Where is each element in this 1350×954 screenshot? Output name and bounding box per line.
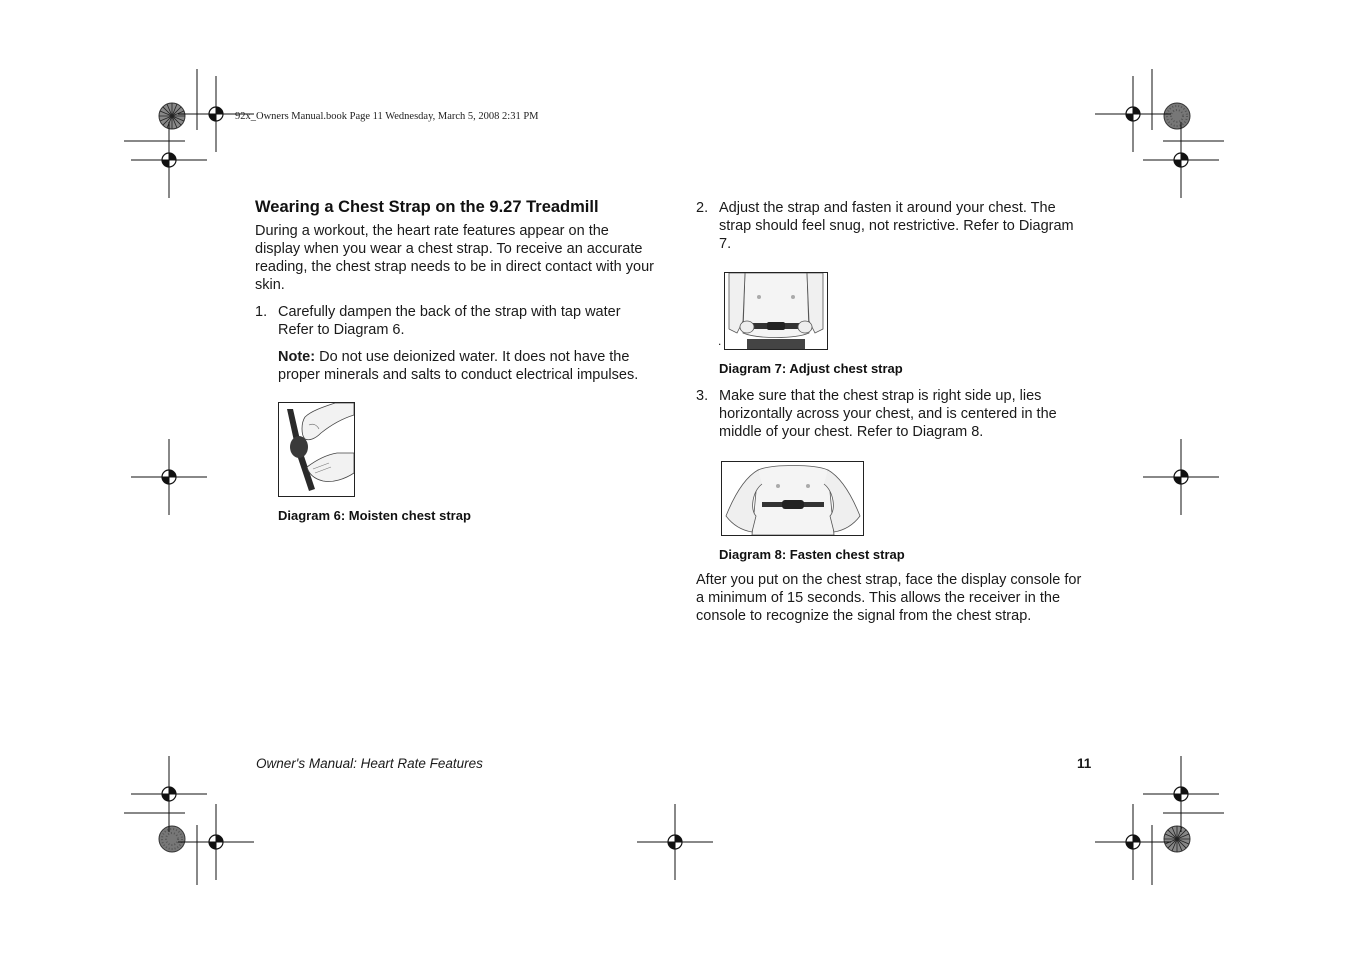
closing-paragraph: After you put on the chest strap, face the display console for a minimum of 15 seconds. This allows the receiver in the console to recognize the signal from the chest strap. <box>696 572 1082 624</box>
left-column <box>255 197 655 524</box>
note-text: Do not use deionized water. It does not have the proper minerals and salts to conduct electrical impulses. <box>278 349 639 383</box>
footer-section-title: Owner's Manual: Heart Rate Features <box>256 756 483 771</box>
stray-mark: . <box>718 334 722 348</box>
step-3 <box>696 387 1088 441</box>
page-number: 11 <box>1077 756 1092 771</box>
right-column <box>696 197 1088 625</box>
diagram-7-wrap <box>696 272 1088 350</box>
step-text-line: Refer to Diagram 6. <box>278 322 405 338</box>
step-1 <box>255 303 655 339</box>
step-number: 2. <box>696 200 709 216</box>
diagram-8-caption: Diagram 8: Fasten chest strap <box>719 547 905 562</box>
step-number: 1. <box>255 304 268 320</box>
diagram-7-caption: Diagram 7: Adjust chest strap <box>719 361 903 376</box>
section-heading: Wearing a Chest Strap on the 9.27 Treadmill <box>255 198 599 216</box>
print-slug-line: 92x_Owners Manual.book Page 11 Wednesday, March 5, 2008 2:31 PM <box>235 111 539 122</box>
step-text-line: Carefully dampen the back of the strap with tap water <box>278 304 621 320</box>
step-2 <box>696 199 1088 253</box>
step-text: Adjust the strap and fasten it around your chest. The strap should feel snug, not restrictive. Refer to Diagram 7. <box>719 200 1074 252</box>
note <box>278 348 655 384</box>
diagram-8-image <box>721 461 864 536</box>
intro-paragraph: During a workout, the heart rate features appear on the display when you wear a chest strap. To receive an accurate reading, the chest strap needs to be in direct contact with your skin. <box>255 223 654 293</box>
note-label: Note: <box>278 349 316 365</box>
diagram-6-image <box>278 402 355 497</box>
diagram-6-caption: Diagram 6: Moisten chest strap <box>278 508 471 523</box>
diagram-7-image <box>724 272 828 350</box>
step-text: Make sure that the chest strap is right side up, lies horizontally across your chest, and is centered in the middle of your chest. Refer to Diagram 8. <box>719 388 1057 440</box>
step-number: 3. <box>696 388 709 404</box>
step-text <box>278 303 655 339</box>
